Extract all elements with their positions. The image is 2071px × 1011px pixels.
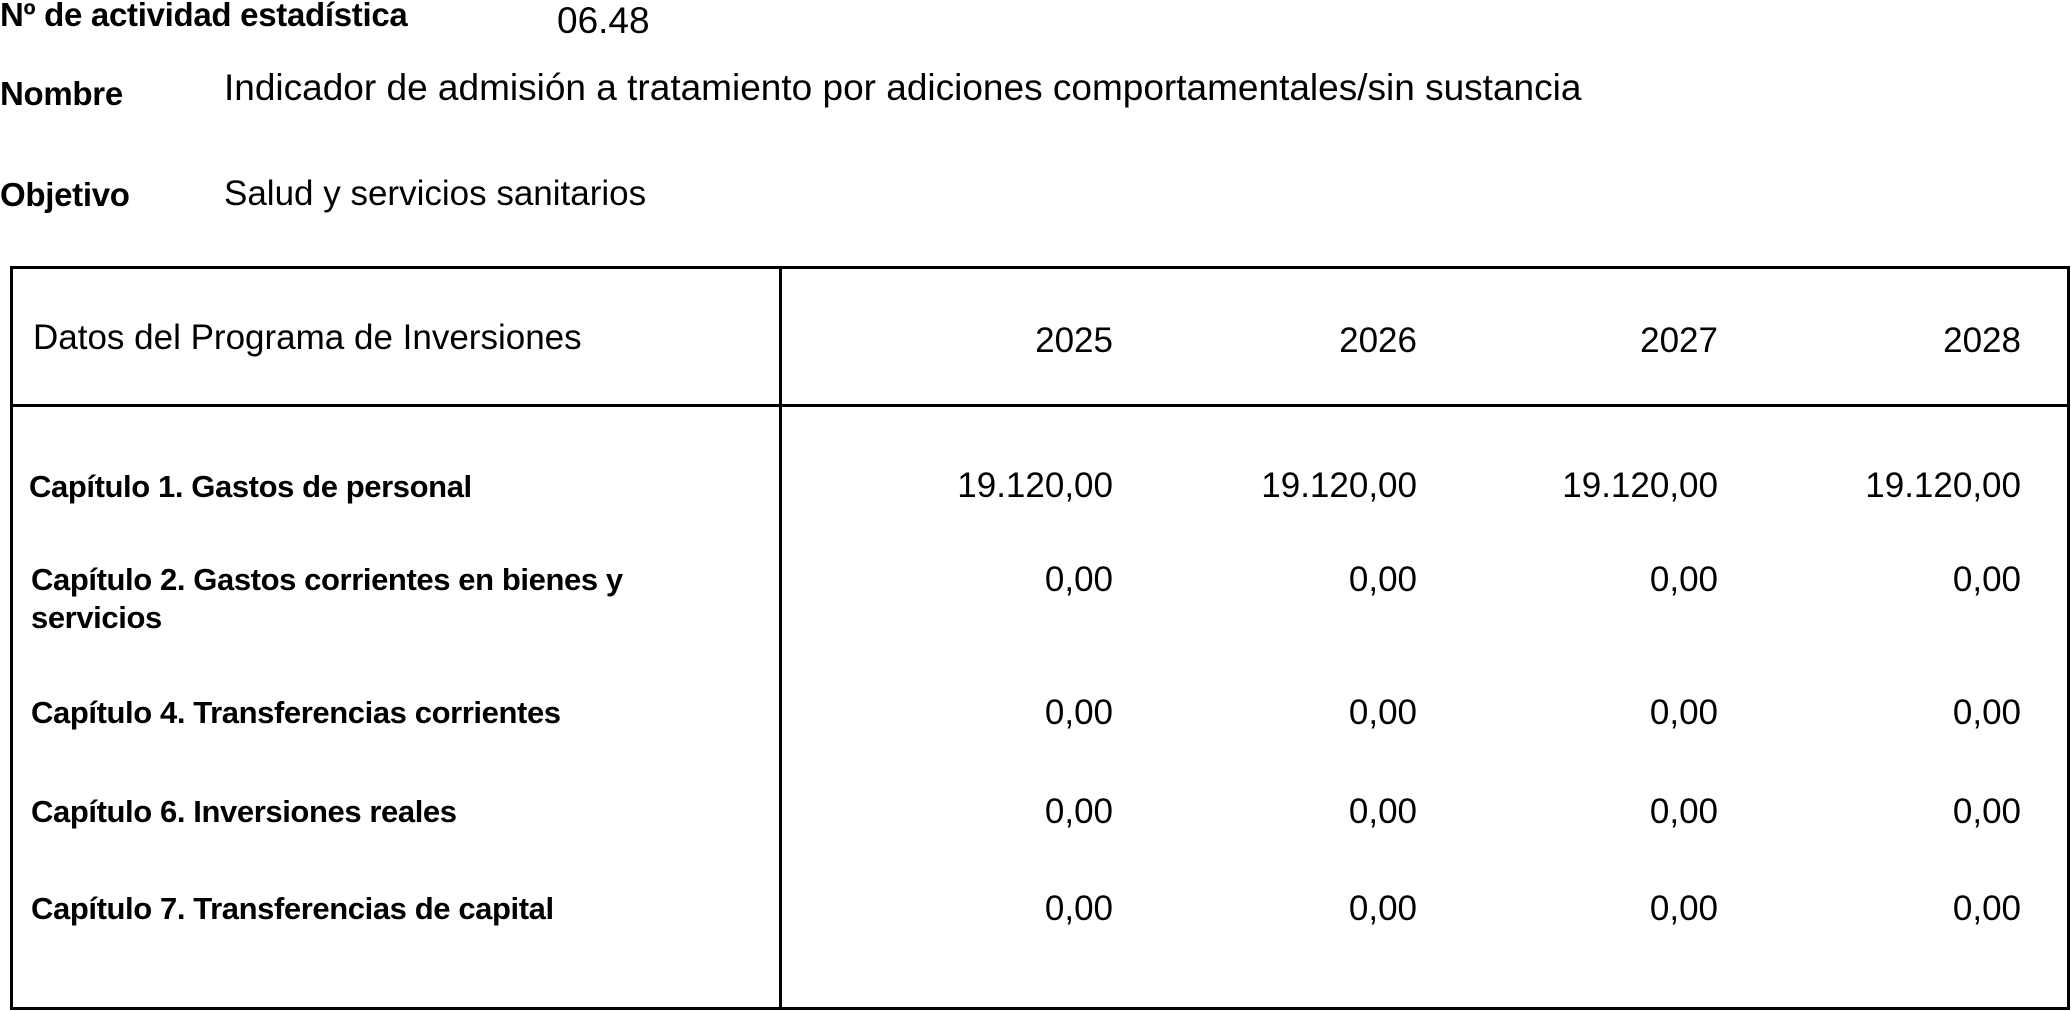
table-row-label: Capítulo 7. Transferencias de capital — [31, 891, 554, 926]
table-cell: 0,00 — [1044, 560, 1113, 599]
table-cell: 0,00 — [1952, 889, 2021, 928]
table-column-divider — [779, 266, 782, 1010]
table-cell: 0,00 — [1348, 792, 1417, 831]
activity-number-value: 06.48 — [557, 0, 650, 41]
table-cell: 0,00 — [1348, 560, 1417, 599]
name-label: Nombre — [0, 75, 123, 112]
table-cell: 19.120,00 — [1562, 466, 1718, 505]
table-cell: 0,00 — [1649, 693, 1718, 732]
year-header-2028: 2028 — [1943, 321, 2021, 360]
activity-number-label: Nº de actividad estadística — [0, 0, 408, 33]
table-header-divider — [10, 404, 2070, 407]
table-row-label: Capítulo 6. Inversiones reales — [31, 794, 457, 829]
table-row-label: Capítulo 4. Transferencias corrientes — [31, 695, 561, 730]
year-header-2027: 2027 — [1640, 321, 1718, 360]
table-cell: 0,00 — [1649, 792, 1718, 831]
table-cell: 0,00 — [1044, 889, 1113, 928]
table-cell: 19.120,00 — [1865, 466, 2021, 505]
table-cell: 0,00 — [1952, 560, 2021, 599]
table-cell: 0,00 — [1348, 693, 1417, 732]
table-cell: 0,00 — [1044, 693, 1113, 732]
table-cell: 19.120,00 — [1261, 466, 1417, 505]
table-cell: 0,00 — [1044, 792, 1113, 831]
table-cell: 19.120,00 — [957, 466, 1113, 505]
name-value: Indicador de admisión a tratamiento por adiciones comportamentales/sin sustancia — [224, 67, 1582, 108]
objective-value: Salud y servicios sanitarios — [224, 174, 647, 213]
table-row-label: Capítulo 2. Gastos corrientes en bienes y servicios — [31, 562, 623, 635]
table-cell: 0,00 — [1952, 792, 2021, 831]
year-header-2026: 2026 — [1339, 321, 1417, 360]
table-cell: 0,00 — [1649, 889, 1718, 928]
table-cell: 0,00 — [1952, 693, 2021, 732]
table-cell: 0,00 — [1649, 560, 1718, 599]
table-cell: 0,00 — [1348, 889, 1417, 928]
table-row-label: Capítulo 1. Gastos de personal — [29, 469, 472, 504]
year-header-2025: 2025 — [1035, 321, 1113, 360]
table-header-label: Datos del Programa de Inversiones — [33, 318, 582, 357]
objective-label: Objetivo — [0, 176, 130, 213]
